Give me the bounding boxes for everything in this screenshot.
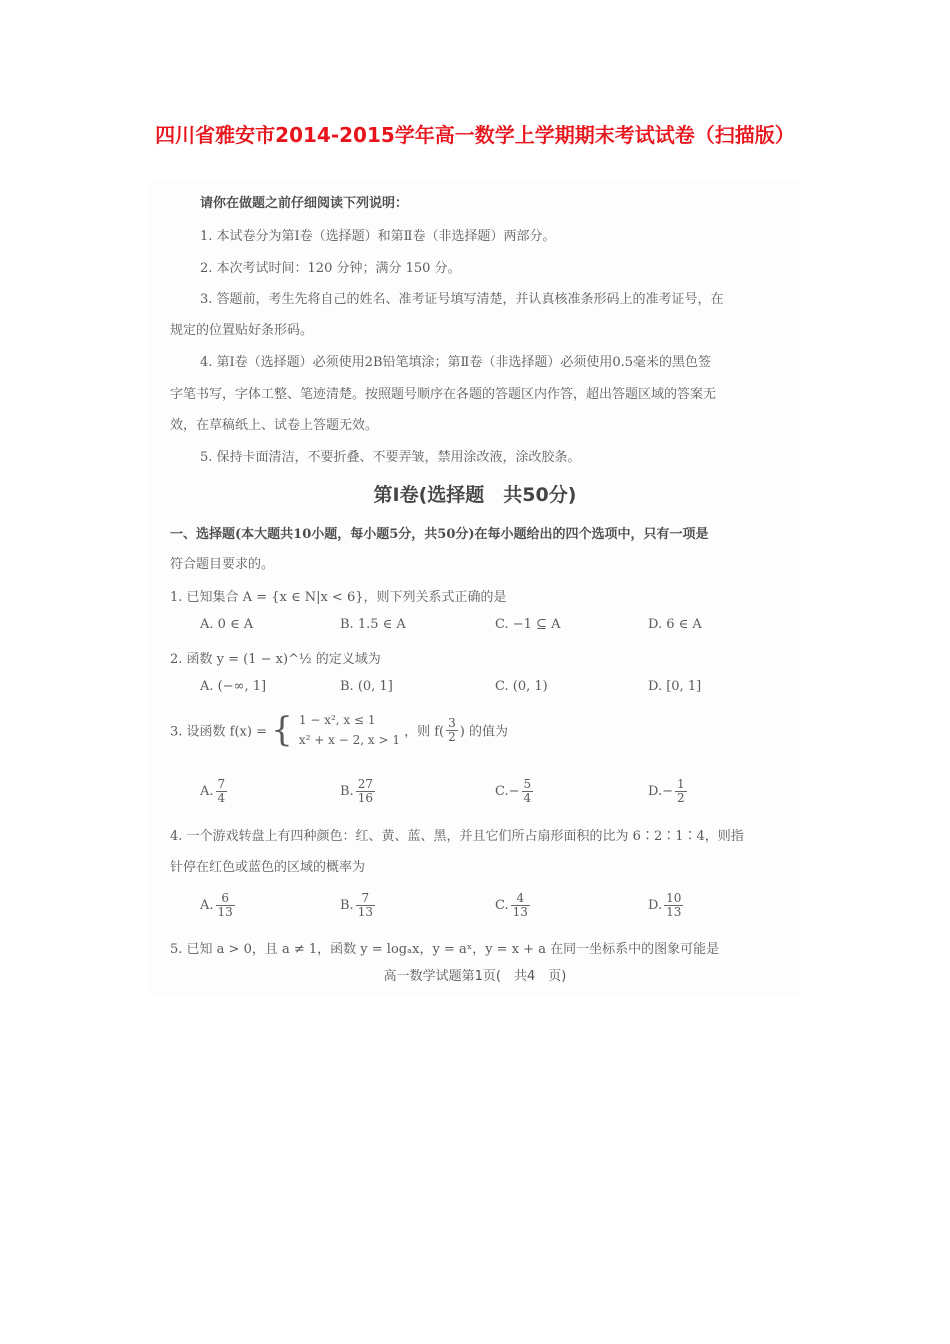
q4-option-b-num: 7 — [356, 892, 375, 906]
document-title: 四川省雅安市2014-2015学年高一数学上学期期末考试试卷（扫描版） — [155, 123, 795, 147]
q3-option-d-num: 1 — [677, 777, 685, 791]
instruction-line-4: 4. 第Ⅰ卷（选择题）必须使用2B铅笔填涂；第Ⅱ卷（非选择题）必须使用0.5毫米的黑色签 — [200, 355, 712, 370]
q3-option-c-den: 4 — [523, 791, 532, 805]
q3-suffix-b: ) 的值为 — [459, 724, 508, 740]
instruction-line-1: 1. 本试卷分为第Ⅰ卷（选择题）和第Ⅱ卷（非选择题）两部分。 — [200, 229, 556, 244]
q3-pieces — [299, 710, 400, 750]
q3-option-a-den: 4 — [217, 791, 226, 805]
q4-option-d — [648, 892, 685, 919]
q3-fraction-den: 2 — [448, 729, 456, 744]
section-intro-line-1: 一、选择题(本大题共10小题，每小题5分，共50分)在每小题给出的四个选项中，只有一项是 — [170, 527, 709, 542]
q3-option-c — [495, 778, 535, 805]
q4-option-a-den: 13 — [217, 905, 233, 919]
q4-option-c-frac — [511, 892, 530, 919]
q2-option-a: A. (−∞, 1] — [200, 679, 267, 694]
q3-piece-2: x² + x − 2, x > 1 — [298, 733, 400, 747]
q4-stem: 4. 一个游戏转盘上有四种颜色：红、黄、蓝、黑，并且它们所占扇形面积的比为 6∶2∶1∶4，则指 — [170, 829, 744, 844]
q3-option-b-num: 27 — [357, 777, 373, 791]
q4-stem-line-2: 针停在红色或蓝色的区域的概率为 — [170, 860, 366, 875]
q3-option-c-label: C. — [495, 784, 509, 799]
scanned-exam-page — [150, 180, 800, 995]
q2-option-d: D. [0, 1] — [648, 679, 702, 694]
q3-option-a-num: 7 — [217, 777, 226, 791]
q3-option-c-frac — [522, 778, 534, 805]
piecewise-brace: { — [271, 710, 293, 750]
q3-piece-1: 1 − x², x ≤ 1 — [298, 713, 376, 727]
q3-suffix-a: ，则 f( — [404, 724, 445, 740]
instruction-line-2: 2. 本次考试时间：120 分钟；满分 150 分。 — [200, 261, 461, 276]
q4-option-c — [495, 892, 532, 919]
q3-prefix: 3. 设函数 f(x) = — [170, 724, 267, 740]
q4-option-a-num: 6 — [216, 892, 235, 906]
q3-option-d-label: D. — [648, 784, 663, 799]
q4-option-d-num: 10 — [666, 891, 682, 905]
q1-option-c: C. −1 ⊆ A — [495, 617, 561, 632]
q3-option-a-label: A. — [200, 784, 214, 799]
q4-option-a-label: A. — [200, 898, 214, 913]
q3-stem — [170, 710, 508, 750]
instruction-line-3: 3. 答题前，考生先将自己的姓名、准考证号填写清楚，并认真核准条形码上的准考证号，在 — [200, 292, 724, 307]
q3-option-c-sign: − — [508, 784, 520, 799]
q3-option-b — [340, 778, 377, 805]
q4-option-d-frac — [664, 892, 683, 919]
q4-option-a — [200, 892, 237, 919]
page-footer: 高一数学试题第1页( 共4 页) — [383, 969, 567, 984]
q4-option-d-den: 13 — [666, 905, 682, 919]
q4-option-b — [340, 892, 377, 919]
instruction-line-5: 5. 保持卡面清洁，不要折叠、不要弄皱，禁用涂改液，涂改胶条。 — [200, 450, 581, 465]
q3-option-c-num: 5 — [523, 777, 532, 791]
q3-option-a — [200, 778, 229, 805]
q4-option-a-frac — [216, 892, 235, 919]
q4-option-b-frac — [356, 892, 375, 919]
q4-option-c-label: C. — [495, 898, 509, 913]
q3-option-d — [648, 778, 689, 805]
q3-option-d-sign: − — [662, 784, 673, 799]
instruction-line-3b: 规定的位置贴好条形码。 — [170, 323, 314, 338]
q4-option-c-num: 4 — [511, 892, 530, 906]
q4-option-b-den: 13 — [357, 905, 373, 919]
q3-option-b-den: 16 — [357, 791, 373, 805]
q3-fraction — [446, 717, 458, 744]
q3-fraction-num: 3 — [448, 715, 456, 730]
instruction-line-4c: 效，在草稿纸上、试卷上答题无效。 — [170, 418, 379, 433]
q3-option-d-den: 2 — [677, 791, 685, 805]
section-intro-line-2: 符合题目要求的。 — [170, 557, 275, 572]
q3-option-b-label: B. — [340, 784, 354, 799]
q3-option-a-frac — [216, 778, 228, 805]
q4-option-b-label: B. — [340, 898, 354, 913]
q1-stem: 1. 已知集合 A = {x ∈ N|x < 6}，则下列关系式正确的是 — [170, 590, 507, 605]
q1-option-a: A. 0 ∈ A — [200, 617, 254, 632]
q2-option-c: C. (0, 1) — [495, 679, 548, 694]
q4-option-d-label: D. — [648, 898, 663, 913]
instructions-heading: 请你在做题之前仔细阅读下列说明： — [200, 196, 409, 211]
q1-option-b: B. 1.5 ∈ A — [340, 617, 406, 632]
q3-option-d-frac — [675, 778, 687, 805]
q3-option-b-frac — [356, 778, 375, 805]
q1-option-d: D. 6 ∈ A — [648, 617, 702, 632]
q5-stem: 5. 已知 a > 0，且 a ≠ 1，函数 y = logₐx，y = aˣ，y = x + a 在同一坐标系中的图象可能是 — [170, 942, 720, 957]
instruction-line-4b: 字笔书写，字体工整、笔迹清楚。按照题号顺序在各题的答题区内作答，超出答题区域的答案无 — [170, 387, 717, 402]
section-title: 第Ⅰ卷(选择题 共50分) — [373, 484, 577, 506]
q2-stem: 2. 函数 y = (1 − x)^½ 的定义域为 — [170, 652, 381, 667]
q4-option-c-den: 13 — [512, 905, 528, 919]
q2-option-b: B. (0, 1] — [340, 679, 393, 694]
